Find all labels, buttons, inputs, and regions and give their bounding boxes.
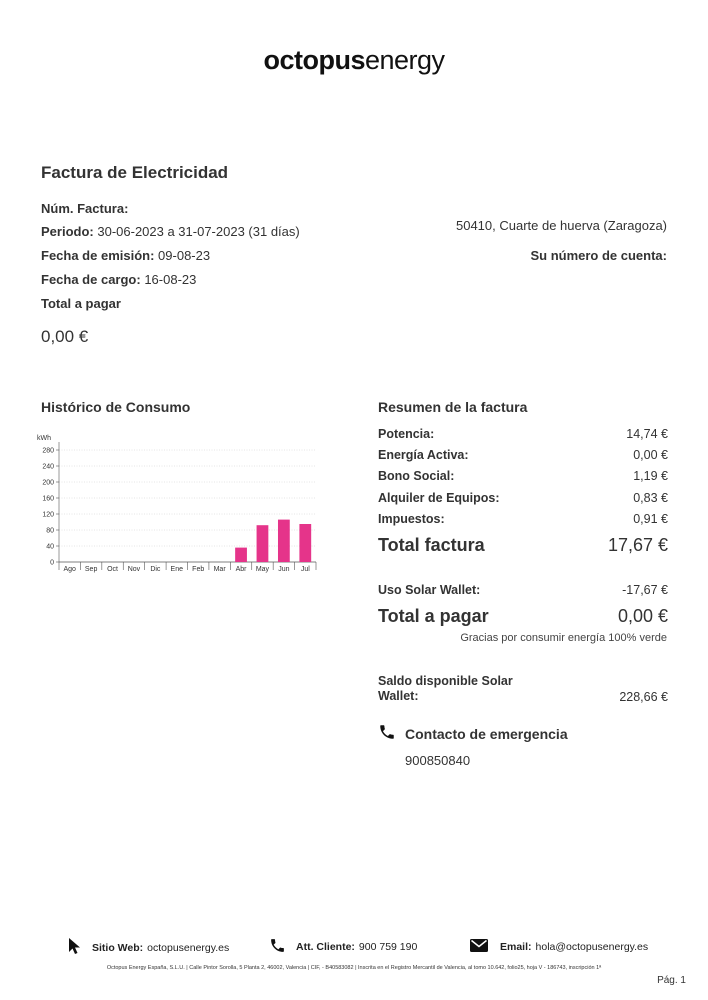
total-factura xyxy=(378,535,668,556)
total-pagar xyxy=(378,606,668,627)
solar-wallet-balance-value: 228,66 € xyxy=(619,690,668,704)
invoice-number xyxy=(41,201,128,216)
total-pagar-label: Total a pagar xyxy=(378,606,489,626)
summary-row-label: Energía Activa: xyxy=(378,448,469,462)
summary-row-value: 0,00 € xyxy=(633,448,668,462)
total-pagar-value: 0,00 € xyxy=(617,606,668,626)
total-factura-value: 17,67 € xyxy=(607,535,668,555)
invoice-period-value: 30-06-2023 a 31-07-2023 (31 días) xyxy=(97,224,300,239)
emergency-title: Contacto de emergencia xyxy=(405,726,568,742)
solar-wallet-balance xyxy=(378,674,668,704)
summary-row-value: 0,91 € xyxy=(633,512,668,526)
x-tick-label: May xyxy=(255,566,270,573)
x-tick-label: Sep xyxy=(84,566,98,573)
charge-date-label: Fecha de cargo: xyxy=(41,272,141,287)
chart-bar xyxy=(299,524,311,562)
summary-row xyxy=(378,469,668,483)
green-energy-note: Gracias por consumir energía 100% verde xyxy=(460,632,667,644)
summary-row-label: Bono Social: xyxy=(378,469,455,483)
total-amount: 0,00 € xyxy=(41,327,89,346)
account-number-label: Su número de cuenta: xyxy=(530,248,667,263)
summary-row xyxy=(378,512,668,526)
balance-label-line2: Wallet: xyxy=(378,689,419,703)
summary-row-value: 1,19 € xyxy=(633,469,668,483)
page-number: Pág. 1 xyxy=(657,975,686,986)
footer-att-phone[interactable]: 900 759 190 xyxy=(358,941,418,953)
total-label xyxy=(41,296,121,311)
footer-email-link[interactable]: hola@octopusenergy.es xyxy=(535,941,649,953)
summary-row-value: 14,74 € xyxy=(626,427,668,441)
x-tick-label: Mar xyxy=(213,566,226,573)
y-tick-label: 200 xyxy=(42,479,54,487)
y-tick-label: 280 xyxy=(42,447,54,455)
solar-wallet-balance-label xyxy=(378,674,513,704)
charge-date xyxy=(41,272,196,287)
footer-email xyxy=(470,939,648,955)
chart-bar xyxy=(278,520,290,562)
logo-bold: octopus xyxy=(263,45,365,75)
x-tick-label: Abr xyxy=(235,566,247,573)
total-factura-label: Total factura xyxy=(378,535,485,555)
chart-bars xyxy=(235,520,311,562)
legal-text: Octopus Energy España, S.L.U. | Calle Pintor Sorolla, 5 Planta 2, 46002, Valencia | CIF, - B40583082 | Inscrita en el Registro Mercantil de Valencia, al tomo 10.642, folio25, hoja V - 186743, inscripción 1ª xyxy=(106,965,602,971)
summary-title: Resumen de la factura xyxy=(378,399,528,415)
invoice-period-label: Periodo: xyxy=(41,224,94,239)
chart-ylabel: kWh xyxy=(37,435,51,442)
summary-row-label: Potencia: xyxy=(378,427,435,441)
x-tick-label: Oct xyxy=(107,566,118,573)
footer-web-label: Sitio Web: xyxy=(92,941,144,954)
solar-wallet-value: -17,67 € xyxy=(622,583,668,597)
chart-grid xyxy=(42,442,316,570)
invoice-period xyxy=(41,224,300,239)
summary-row-label: Impuestos: xyxy=(378,512,445,526)
x-tick-label: Ago xyxy=(63,566,76,573)
solar-wallet-label: Uso Solar Wallet: xyxy=(378,583,481,597)
y-tick-label: 160 xyxy=(42,495,54,503)
summary-row xyxy=(378,427,668,441)
footer-customer-service xyxy=(269,937,417,957)
x-tick-label: Dic xyxy=(150,566,161,573)
issue-date-label: Fecha de emisión: xyxy=(41,248,155,263)
x-tick-label: Jun xyxy=(278,566,290,573)
x-tick-label: Jul xyxy=(300,566,310,573)
balance-label-line1: Saldo disponible Solar xyxy=(378,674,513,688)
y-tick-label: 240 xyxy=(42,463,54,471)
summary-row-label: Alquiler de Equipos: xyxy=(378,491,500,505)
y-tick-label: 0 xyxy=(50,559,54,567)
invoice-title: Factura de Electricidad xyxy=(41,163,229,182)
address: 50410, Cuarte de huerva (Zaragoza) xyxy=(455,218,667,233)
issue-date xyxy=(41,248,210,263)
footer-email-label: Email: xyxy=(500,941,532,953)
charge-date-value: 16-08-23 xyxy=(144,272,197,287)
cursor-icon xyxy=(68,937,82,958)
y-tick-label: 120 xyxy=(42,511,54,519)
solar-wallet-usage xyxy=(378,583,668,597)
y-tick-label: 80 xyxy=(46,527,54,535)
footer-att-label: Att. Cliente: xyxy=(296,941,355,953)
summary-row xyxy=(378,448,668,462)
footer-web-link[interactable]: octopusenergy.es xyxy=(147,941,230,954)
total-label-text: Total a pagar xyxy=(41,296,121,311)
emergency-phone: 900850840 xyxy=(405,753,471,768)
summary-row xyxy=(378,491,668,505)
chart-bar xyxy=(235,548,247,562)
phone-icon xyxy=(269,937,286,957)
consumption-chart xyxy=(34,428,324,578)
chart-bar xyxy=(257,525,269,562)
logo-light: energy xyxy=(364,45,445,75)
footer-web xyxy=(68,937,229,958)
email-icon xyxy=(470,939,488,955)
x-tick-label: Nov xyxy=(127,566,141,573)
x-tick-label: Feb xyxy=(192,566,205,573)
invoice-number-label: Núm. Factura: xyxy=(41,201,129,216)
history-title: Histórico de Consumo xyxy=(41,399,191,415)
summary-row-value: 0,83 € xyxy=(633,491,668,505)
logo xyxy=(0,45,708,76)
issue-date-value: 09-08-23 xyxy=(158,248,211,263)
phone-icon xyxy=(378,723,396,746)
x-tick-label: Ene xyxy=(170,566,184,573)
y-tick-label: 40 xyxy=(46,543,54,551)
